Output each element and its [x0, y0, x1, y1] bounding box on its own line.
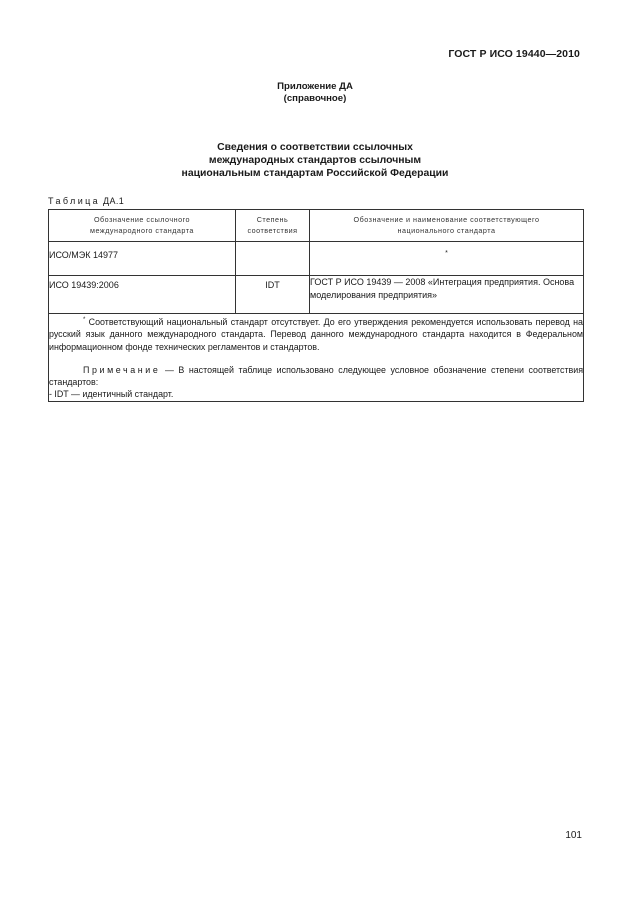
annex-subtitle: (справочное): [283, 93, 347, 104]
section-title-line: международных стандартов ссылочным: [208, 155, 422, 167]
column-header-line: международного стандарта: [90, 225, 194, 235]
note-item: - IDT — идентичный стандарт.: [49, 389, 174, 400]
column-header-line: Обозначение ссылочного: [93, 215, 191, 224]
column-header-line: Обозначение и наименование соответствующего: [353, 215, 540, 224]
table-footnote: [49, 314, 583, 353]
table-row: [49, 276, 584, 314]
section-title-line: национальным стандартам Российской Федерации: [181, 168, 449, 180]
cell-national: *: [310, 242, 584, 276]
cell-degree: [236, 242, 310, 276]
table-label-number: ДА.1: [103, 196, 125, 206]
note-label: Примечание: [83, 364, 161, 375]
footnote-text: Соответствующий национальный стандарт отсутствует. До его утверждения рекомендуется использовать перевод на русский язык данного международного стандарта. Перевод данного международного стандарта находится в Федеральном информационном фонде технических регламентов и стандартов.: [49, 317, 583, 352]
annex-title: Приложение ДА: [277, 81, 353, 92]
table-label-word: Таблица: [48, 196, 101, 206]
cell-degree: IDT: [236, 276, 310, 314]
table-row: [49, 242, 584, 276]
note-text: — В настоящей таблице использовано следующее условное обозначение степени соответствия стандартов:: [49, 364, 583, 388]
cell-national: ГОСТ Р ИСО 19439 — 2008 «Интеграция предприятия. Основа моделирования предприятия»: [310, 276, 584, 314]
table-notes: [49, 314, 584, 402]
annex-heading: [0, 81, 630, 105]
standard-code: ГОСТ Р ИСО 19440—2010: [448, 48, 580, 60]
footnote-mark: *: [83, 317, 86, 323]
cell-international: ИСО/МЭК 14977: [49, 242, 236, 276]
table-label: [48, 196, 124, 206]
table-notes-row: [49, 314, 584, 402]
section-title-line: Сведения о соответствии ссылочных: [217, 142, 413, 153]
column-header-line: соответствия: [247, 225, 298, 235]
column-header-line: Степень: [256, 215, 289, 224]
table-header-row: [49, 210, 584, 242]
page-number: 101: [565, 830, 582, 841]
column-header-national: [310, 210, 584, 242]
correspondence-table: [48, 209, 584, 402]
column-header-degree: [236, 210, 310, 242]
cell-international: ИСО 19439:2006: [49, 276, 236, 314]
column-header-international: [49, 210, 236, 242]
column-header-line: национального стандарта: [397, 225, 496, 235]
section-title: [0, 141, 630, 181]
table-note: [49, 364, 583, 389]
